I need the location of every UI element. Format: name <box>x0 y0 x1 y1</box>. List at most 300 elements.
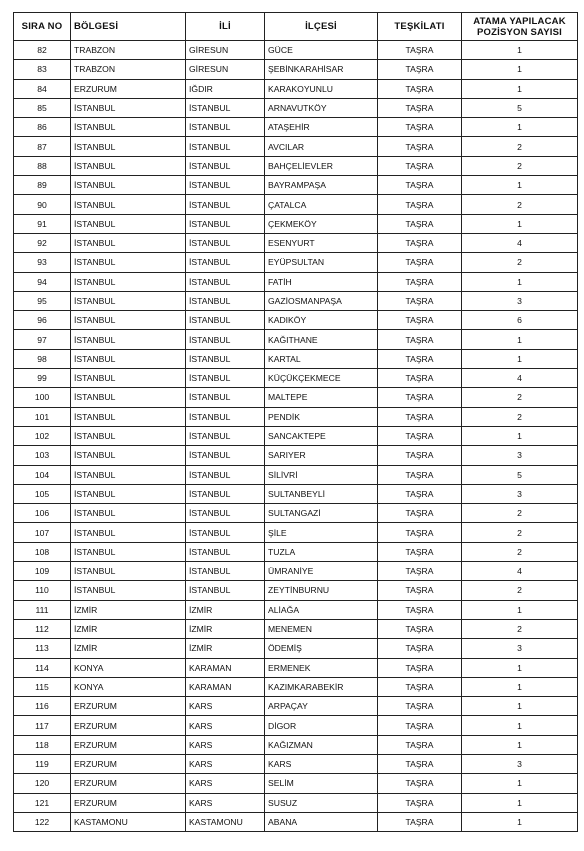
cell-pozisyon-sayisi: 3 <box>462 484 578 503</box>
cell-teskilati: TAŞRA <box>378 465 462 484</box>
cell-pozisyon-sayisi: 2 <box>462 619 578 638</box>
cell-ili: İSTANBUL <box>186 504 265 523</box>
cell-ili: İSTANBUL <box>186 253 265 272</box>
cell-sira-no: 96 <box>14 311 71 330</box>
cell-ilcesi: SULTANBEYLİ <box>265 484 378 503</box>
cell-ili: İSTANBUL <box>186 581 265 600</box>
cell-bolgesi: İSTANBUL <box>71 233 186 252</box>
cell-pozisyon-sayisi: 1 <box>462 793 578 812</box>
cell-teskilati: TAŞRA <box>378 735 462 754</box>
table-row <box>14 272 578 291</box>
cell-ili: İZMİR <box>186 639 265 658</box>
cell-ilcesi: KARAKOYUNLU <box>265 79 378 98</box>
cell-ilcesi: ARNAVUTKÖY <box>265 98 378 117</box>
cell-ili: KASTAMONU <box>186 812 265 831</box>
cell-bolgesi: ERZURUM <box>71 716 186 735</box>
cell-ilcesi: DİGOR <box>265 716 378 735</box>
cell-ili: İSTANBUL <box>186 369 265 388</box>
cell-teskilati: TAŞRA <box>378 754 462 773</box>
cell-teskilati: TAŞRA <box>378 619 462 638</box>
cell-sira-no: 122 <box>14 812 71 831</box>
cell-pozisyon-sayisi: 1 <box>462 697 578 716</box>
table-row <box>14 774 578 793</box>
table-row <box>14 677 578 696</box>
cell-sira-no: 110 <box>14 581 71 600</box>
cell-bolgesi: KONYA <box>71 658 186 677</box>
table-row <box>14 754 578 773</box>
cell-teskilati: TAŞRA <box>378 291 462 310</box>
cell-bolgesi: ERZURUM <box>71 793 186 812</box>
cell-bolgesi: İSTANBUL <box>71 369 186 388</box>
cell-ili: İZMİR <box>186 619 265 638</box>
cell-ili: KARS <box>186 774 265 793</box>
cell-ilcesi: ATAŞEHİR <box>265 118 378 137</box>
cell-teskilati: TAŞRA <box>378 446 462 465</box>
cell-bolgesi: ERZURUM <box>71 754 186 773</box>
cell-bolgesi: İSTANBUL <box>71 581 186 600</box>
cell-ilcesi: PENDİK <box>265 407 378 426</box>
cell-ili: İSTANBUL <box>186 407 265 426</box>
cell-sira-no: 105 <box>14 484 71 503</box>
cell-ilcesi: ÜMRANİYE <box>265 562 378 581</box>
cell-teskilati: TAŞRA <box>378 407 462 426</box>
cell-ili: İSTANBUL <box>186 137 265 156</box>
table-row <box>14 388 578 407</box>
cell-sira-no: 106 <box>14 504 71 523</box>
cell-teskilati: TAŞRA <box>378 41 462 60</box>
cell-bolgesi: ERZURUM <box>71 774 186 793</box>
cell-teskilati: TAŞRA <box>378 118 462 137</box>
cell-sira-no: 86 <box>14 118 71 137</box>
header-ili: İLİ <box>186 13 265 41</box>
cell-ili: GİRESUN <box>186 41 265 60</box>
cell-pozisyon-sayisi: 3 <box>462 639 578 658</box>
cell-bolgesi: İSTANBUL <box>71 98 186 117</box>
table-row <box>14 253 578 272</box>
cell-ilcesi: FATİH <box>265 272 378 291</box>
cell-ili: GİRESUN <box>186 60 265 79</box>
cell-ilcesi: SELİM <box>265 774 378 793</box>
cell-ilcesi: KAĞIZMAN <box>265 735 378 754</box>
cell-pozisyon-sayisi: 4 <box>462 562 578 581</box>
table-row <box>14 793 578 812</box>
table-row <box>14 426 578 445</box>
table-row <box>14 542 578 561</box>
cell-pozisyon-sayisi: 1 <box>462 118 578 137</box>
cell-ili: KARAMAN <box>186 677 265 696</box>
cell-pozisyon-sayisi: 1 <box>462 774 578 793</box>
cell-bolgesi: İSTANBUL <box>71 291 186 310</box>
table-row <box>14 176 578 195</box>
cell-ili: KARS <box>186 735 265 754</box>
cell-sira-no: 102 <box>14 426 71 445</box>
cell-sira-no: 113 <box>14 639 71 658</box>
cell-ilcesi: ESENYURT <box>265 233 378 252</box>
table-row <box>14 233 578 252</box>
cell-teskilati: TAŞRA <box>378 253 462 272</box>
cell-pozisyon-sayisi: 1 <box>462 176 578 195</box>
cell-ili: KARS <box>186 754 265 773</box>
cell-ilcesi: KAĞITHANE <box>265 330 378 349</box>
table-row <box>14 137 578 156</box>
cell-ilcesi: ŞİLE <box>265 523 378 542</box>
cell-ilcesi: SUSUZ <box>265 793 378 812</box>
cell-bolgesi: İSTANBUL <box>71 504 186 523</box>
cell-bolgesi: İSTANBUL <box>71 176 186 195</box>
cell-sira-no: 93 <box>14 253 71 272</box>
cell-pozisyon-sayisi: 5 <box>462 98 578 117</box>
cell-bolgesi: İSTANBUL <box>71 523 186 542</box>
table-row <box>14 639 578 658</box>
cell-teskilati: TAŞRA <box>378 716 462 735</box>
cell-teskilati: TAŞRA <box>378 214 462 233</box>
cell-bolgesi: İSTANBUL <box>71 330 186 349</box>
cell-sira-no: 84 <box>14 79 71 98</box>
cell-bolgesi: ERZURUM <box>71 697 186 716</box>
table-row <box>14 812 578 831</box>
cell-sira-no: 112 <box>14 619 71 638</box>
cell-sira-no: 97 <box>14 330 71 349</box>
cell-ili: KARS <box>186 793 265 812</box>
cell-teskilati: TAŞRA <box>378 349 462 368</box>
cell-pozisyon-sayisi: 1 <box>462 677 578 696</box>
cell-teskilati: TAŞRA <box>378 812 462 831</box>
cell-sira-no: 115 <box>14 677 71 696</box>
cell-bolgesi: İSTANBUL <box>71 446 186 465</box>
cell-bolgesi: İSTANBUL <box>71 253 186 272</box>
cell-ili: KARS <box>186 716 265 735</box>
table-row <box>14 523 578 542</box>
cell-ilcesi: MALTEPE <box>265 388 378 407</box>
cell-bolgesi: ERZURUM <box>71 735 186 754</box>
cell-sira-no: 116 <box>14 697 71 716</box>
table-row <box>14 349 578 368</box>
cell-bolgesi: İSTANBUL <box>71 118 186 137</box>
cell-ilcesi: EYÜPSULTAN <box>265 253 378 272</box>
cell-teskilati: TAŞRA <box>378 677 462 696</box>
cell-ili: İSTANBUL <box>186 388 265 407</box>
table-row <box>14 291 578 310</box>
table-row <box>14 369 578 388</box>
cell-teskilati: TAŞRA <box>378 600 462 619</box>
table-row <box>14 407 578 426</box>
cell-pozisyon-sayisi: 1 <box>462 41 578 60</box>
cell-bolgesi: İSTANBUL <box>71 388 186 407</box>
cell-ilcesi: GAZİOSMANPAŞA <box>265 291 378 310</box>
cell-ilcesi: AVCILAR <box>265 137 378 156</box>
cell-teskilati: TAŞRA <box>378 137 462 156</box>
cell-ili: KARS <box>186 697 265 716</box>
cell-ilcesi: BAYRAMPAŞA <box>265 176 378 195</box>
cell-bolgesi: İSTANBUL <box>71 137 186 156</box>
cell-ilcesi: ÖDEMİŞ <box>265 639 378 658</box>
cell-ilcesi: ŞEBİNKARAHİSAR <box>265 60 378 79</box>
cell-pozisyon-sayisi: 5 <box>462 465 578 484</box>
cell-bolgesi: KONYA <box>71 677 186 696</box>
cell-sira-no: 91 <box>14 214 71 233</box>
cell-pozisyon-sayisi: 3 <box>462 291 578 310</box>
cell-sira-no: 82 <box>14 41 71 60</box>
cell-sira-no: 109 <box>14 562 71 581</box>
cell-teskilati: TAŞRA <box>378 504 462 523</box>
cell-teskilati: TAŞRA <box>378 272 462 291</box>
cell-sira-no: 107 <box>14 523 71 542</box>
cell-ili: İSTANBUL <box>186 523 265 542</box>
header-pozisyon-sayisi <box>462 13 578 41</box>
cell-sira-no: 85 <box>14 98 71 117</box>
cell-ilcesi: ABANA <box>265 812 378 831</box>
cell-teskilati: TAŞRA <box>378 639 462 658</box>
cell-pozisyon-sayisi: 2 <box>462 253 578 272</box>
table-row <box>14 716 578 735</box>
cell-pozisyon-sayisi: 1 <box>462 426 578 445</box>
cell-ili: İSTANBUL <box>186 446 265 465</box>
cell-sira-no: 89 <box>14 176 71 195</box>
header-pozisyon-line2: POZİSYON SAYISI <box>476 26 562 38</box>
cell-pozisyon-sayisi: 2 <box>462 542 578 561</box>
cell-pozisyon-sayisi: 2 <box>462 388 578 407</box>
cell-bolgesi: TRABZON <box>71 41 186 60</box>
cell-ilcesi: ERMENEK <box>265 658 378 677</box>
cell-sira-no: 117 <box>14 716 71 735</box>
cell-pozisyon-sayisi: 1 <box>462 735 578 754</box>
cell-ili: İSTANBUL <box>186 484 265 503</box>
cell-bolgesi: İSTANBUL <box>71 272 186 291</box>
cell-pozisyon-sayisi: 4 <box>462 369 578 388</box>
table-row <box>14 98 578 117</box>
cell-ilcesi: KADIKÖY <box>265 311 378 330</box>
cell-sira-no: 98 <box>14 349 71 368</box>
cell-pozisyon-sayisi: 2 <box>462 523 578 542</box>
cell-pozisyon-sayisi: 2 <box>462 407 578 426</box>
cell-bolgesi: İSTANBUL <box>71 465 186 484</box>
cell-ili: İSTANBUL <box>186 426 265 445</box>
cell-pozisyon-sayisi: 2 <box>462 195 578 214</box>
cell-ilcesi: GÜCE <box>265 41 378 60</box>
cell-bolgesi: İZMİR <box>71 639 186 658</box>
cell-ilcesi: KARTAL <box>265 349 378 368</box>
cell-ili: İSTANBUL <box>186 214 265 233</box>
cell-pozisyon-sayisi: 1 <box>462 812 578 831</box>
cell-pozisyon-sayisi: 1 <box>462 658 578 677</box>
header-teskilati: TEŞKİLATI <box>378 13 462 41</box>
cell-sira-no: 119 <box>14 754 71 773</box>
table-row <box>14 41 578 60</box>
cell-sira-no: 118 <box>14 735 71 754</box>
cell-ilcesi: ALİAĞA <box>265 600 378 619</box>
position-table <box>13 12 578 832</box>
cell-teskilati: TAŞRA <box>378 195 462 214</box>
cell-teskilati: TAŞRA <box>378 98 462 117</box>
cell-pozisyon-sayisi: 1 <box>462 214 578 233</box>
cell-teskilati: TAŞRA <box>378 233 462 252</box>
table-row <box>14 581 578 600</box>
cell-sira-no: 83 <box>14 60 71 79</box>
cell-ili: İSTANBUL <box>186 233 265 252</box>
cell-ilcesi: ARPAÇAY <box>265 697 378 716</box>
cell-pozisyon-sayisi: 6 <box>462 311 578 330</box>
cell-sira-no: 101 <box>14 407 71 426</box>
cell-pozisyon-sayisi: 3 <box>462 446 578 465</box>
cell-pozisyon-sayisi: 1 <box>462 349 578 368</box>
cell-teskilati: TAŞRA <box>378 79 462 98</box>
cell-bolgesi: İSTANBUL <box>71 349 186 368</box>
cell-pozisyon-sayisi: 1 <box>462 600 578 619</box>
cell-sira-no: 103 <box>14 446 71 465</box>
cell-ilcesi: ÇATALCA <box>265 195 378 214</box>
header-bolgesi: BÖLGESİ <box>71 13 186 41</box>
cell-pozisyon-sayisi: 1 <box>462 272 578 291</box>
cell-teskilati: TAŞRA <box>378 697 462 716</box>
cell-ili: İSTANBUL <box>186 272 265 291</box>
cell-ili: İSTANBUL <box>186 465 265 484</box>
table-row <box>14 79 578 98</box>
cell-teskilati: TAŞRA <box>378 523 462 542</box>
cell-teskilati: TAŞRA <box>378 562 462 581</box>
cell-sira-no: 90 <box>14 195 71 214</box>
cell-sira-no: 111 <box>14 600 71 619</box>
cell-ili: İSTANBUL <box>186 291 265 310</box>
cell-ili: İSTANBUL <box>186 176 265 195</box>
cell-teskilati: TAŞRA <box>378 484 462 503</box>
cell-teskilati: TAŞRA <box>378 60 462 79</box>
cell-ili: İSTANBUL <box>186 542 265 561</box>
cell-ilcesi: SİLİVRİ <box>265 465 378 484</box>
cell-bolgesi: İSTANBUL <box>71 426 186 445</box>
cell-bolgesi: İSTANBUL <box>71 484 186 503</box>
cell-pozisyon-sayisi: 2 <box>462 504 578 523</box>
header-ilcesi: İLÇESİ <box>265 13 378 41</box>
cell-teskilati: TAŞRA <box>378 426 462 445</box>
cell-pozisyon-sayisi: 4 <box>462 233 578 252</box>
table-header <box>14 13 578 41</box>
cell-ilcesi: BAHÇELİEVLER <box>265 156 378 175</box>
cell-ilcesi: SARIYER <box>265 446 378 465</box>
cell-ilcesi: SULTANGAZİ <box>265 504 378 523</box>
cell-teskilati: TAŞRA <box>378 793 462 812</box>
cell-pozisyon-sayisi: 1 <box>462 716 578 735</box>
cell-ilcesi: ÇEKMEKÖY <box>265 214 378 233</box>
table-row <box>14 504 578 523</box>
cell-ili: İSTANBUL <box>186 562 265 581</box>
cell-teskilati: TAŞRA <box>378 369 462 388</box>
cell-teskilati: TAŞRA <box>378 156 462 175</box>
cell-pozisyon-sayisi: 2 <box>462 581 578 600</box>
cell-bolgesi: İSTANBUL <box>71 156 186 175</box>
cell-ili: İSTANBUL <box>186 311 265 330</box>
header-pozisyon-line1: ATAMA YAPILACAK <box>473 15 566 27</box>
table-row <box>14 118 578 137</box>
cell-ilcesi: SANCAKTEPE <box>265 426 378 445</box>
table-row <box>14 600 578 619</box>
table-row <box>14 562 578 581</box>
cell-sira-no: 92 <box>14 233 71 252</box>
cell-teskilati: TAŞRA <box>378 658 462 677</box>
cell-bolgesi: İSTANBUL <box>71 562 186 581</box>
table-body <box>14 41 578 832</box>
cell-ili: IĞDIR <box>186 79 265 98</box>
cell-ilcesi: ZEYTİNBURNU <box>265 581 378 600</box>
cell-sira-no: 121 <box>14 793 71 812</box>
table-row <box>14 60 578 79</box>
cell-ili: KARAMAN <box>186 658 265 677</box>
cell-bolgesi: İSTANBUL <box>71 407 186 426</box>
cell-ili: İSTANBUL <box>186 98 265 117</box>
table-row <box>14 658 578 677</box>
cell-sira-no: 88 <box>14 156 71 175</box>
cell-sira-no: 100 <box>14 388 71 407</box>
cell-pozisyon-sayisi: 1 <box>462 330 578 349</box>
cell-sira-no: 104 <box>14 465 71 484</box>
cell-bolgesi: İSTANBUL <box>71 311 186 330</box>
cell-bolgesi: TRABZON <box>71 60 186 79</box>
table-row <box>14 156 578 175</box>
table-row <box>14 735 578 754</box>
cell-ilcesi: MENEMEN <box>265 619 378 638</box>
cell-teskilati: TAŞRA <box>378 581 462 600</box>
cell-bolgesi: İSTANBUL <box>71 542 186 561</box>
cell-pozisyon-sayisi: 2 <box>462 137 578 156</box>
cell-sira-no: 95 <box>14 291 71 310</box>
cell-sira-no: 114 <box>14 658 71 677</box>
table-row <box>14 697 578 716</box>
cell-ilcesi: KAZIMKARABEKİR <box>265 677 378 696</box>
table-row <box>14 465 578 484</box>
cell-ili: İSTANBUL <box>186 349 265 368</box>
cell-ilcesi: TUZLA <box>265 542 378 561</box>
cell-bolgesi: ERZURUM <box>71 79 186 98</box>
cell-bolgesi: İSTANBUL <box>71 214 186 233</box>
cell-bolgesi: İZMİR <box>71 600 186 619</box>
position-table-page <box>13 12 577 832</box>
cell-pozisyon-sayisi: 3 <box>462 754 578 773</box>
cell-bolgesi: KASTAMONU <box>71 812 186 831</box>
cell-sira-no: 94 <box>14 272 71 291</box>
table-row <box>14 619 578 638</box>
cell-ili: İSTANBUL <box>186 156 265 175</box>
cell-ilcesi: KÜÇÜKÇEKMECE <box>265 369 378 388</box>
cell-bolgesi: İSTANBUL <box>71 195 186 214</box>
table-row <box>14 484 578 503</box>
cell-teskilati: TAŞRA <box>378 330 462 349</box>
table-row <box>14 195 578 214</box>
header-sira-no: SIRA NO <box>14 13 71 41</box>
cell-ili: İSTANBUL <box>186 330 265 349</box>
cell-pozisyon-sayisi: 1 <box>462 60 578 79</box>
cell-teskilati: TAŞRA <box>378 542 462 561</box>
cell-teskilati: TAŞRA <box>378 774 462 793</box>
cell-sira-no: 99 <box>14 369 71 388</box>
cell-pozisyon-sayisi: 2 <box>462 156 578 175</box>
cell-ili: İZMİR <box>186 600 265 619</box>
cell-sira-no: 87 <box>14 137 71 156</box>
cell-teskilati: TAŞRA <box>378 176 462 195</box>
table-row <box>14 330 578 349</box>
cell-bolgesi: İZMİR <box>71 619 186 638</box>
table-row <box>14 214 578 233</box>
cell-ili: İSTANBUL <box>186 118 265 137</box>
cell-pozisyon-sayisi: 1 <box>462 79 578 98</box>
cell-teskilati: TAŞRA <box>378 388 462 407</box>
cell-sira-no: 108 <box>14 542 71 561</box>
cell-ilcesi: KARS <box>265 754 378 773</box>
table-row <box>14 446 578 465</box>
table-row <box>14 311 578 330</box>
cell-ili: İSTANBUL <box>186 195 265 214</box>
header-row <box>14 13 578 41</box>
cell-sira-no: 120 <box>14 774 71 793</box>
cell-teskilati: TAŞRA <box>378 311 462 330</box>
